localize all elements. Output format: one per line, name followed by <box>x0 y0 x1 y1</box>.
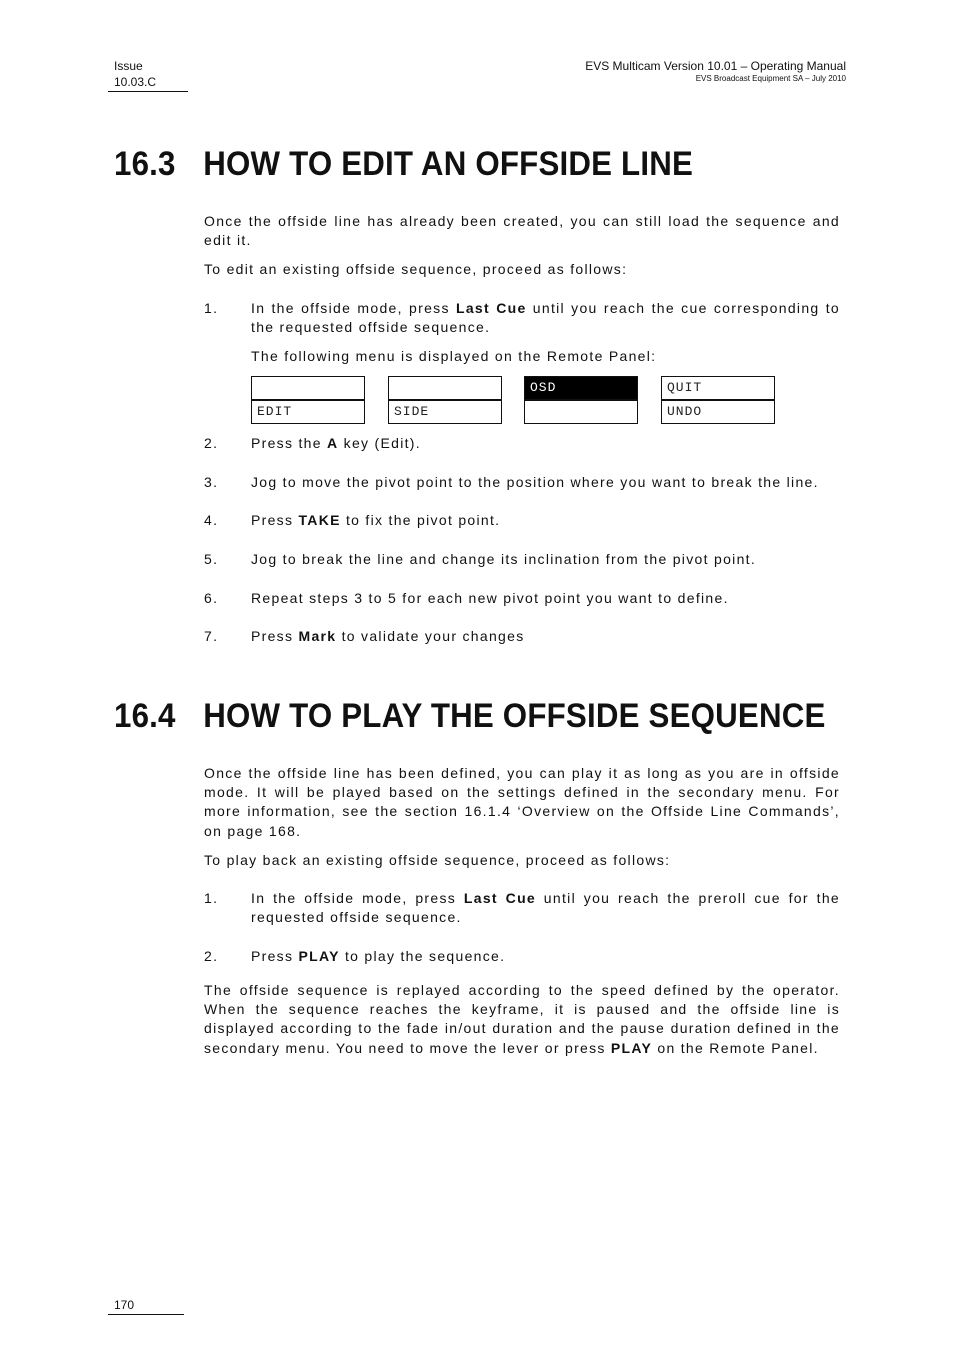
page-number: 170 <box>114 1298 135 1312</box>
section-heading-16-4 <box>114 696 826 736</box>
step-text: In the offside mode, press Last Cue until you reach the cue corresponding to the requested offside sequence. <box>251 300 840 336</box>
section-number: 16.3 <box>114 145 176 183</box>
publisher: EVS Broadcast Equipment SA – July 2010 <box>695 74 846 83</box>
menu-key-quit: QUIT <box>661 376 775 400</box>
menu-key-edit: EDIT <box>251 400 365 424</box>
section-heading-16-3 <box>114 144 693 184</box>
section-title: HOW TO EDIT AN OFFSIDE LINE <box>203 145 694 183</box>
menu-key-c-bottom <box>524 400 638 424</box>
menu-key-a-top <box>251 376 365 400</box>
step-number: 1. <box>204 300 219 316</box>
section-number: 16.4 <box>114 697 176 735</box>
menu-key-osd: OSD <box>524 376 638 400</box>
footer-rule <box>108 1314 184 1315</box>
remote-panel-menu <box>251 376 775 425</box>
header-rule <box>108 91 188 92</box>
issue-number: 10.03.C <box>114 75 157 89</box>
section-title: HOW TO PLAY THE OFFSIDE SEQUENCE <box>203 697 826 735</box>
menu-key-b-top <box>388 376 502 400</box>
paragraph: Once the offside line has been defined, you can play it as long as you are in offside mode. It will be played based on the settings defined in the secondary menu. For more information, see the section 16.1.4 ‘Overview on the Offside Line Commands’, on page 168. <box>204 765 840 839</box>
issue-label: Issue <box>114 59 143 73</box>
paragraph: The offside sequence is replayed according to the speed defined by the operator. When the sequence reaches the keyframe, it is paused and the offside line is displayed according to the fade in/out duration and the pause duration defined in the secondary menu. You need to move the lever or press PLAY on the Remote Panel. <box>204 982 840 1056</box>
paragraph: To play back an existing offside sequence, proceed as follows: <box>204 852 671 868</box>
menu-key-undo: UNDO <box>661 400 775 424</box>
paragraph: Once the offside line has already been created, you can still load the sequence and edit it. <box>204 213 840 249</box>
manual-title: EVS Multicam Version 10.01 – Operating Manual <box>585 59 846 73</box>
paragraph: To edit an existing offside sequence, proceed as follows: <box>204 261 628 277</box>
menu-key-side: SIDE <box>388 400 502 424</box>
